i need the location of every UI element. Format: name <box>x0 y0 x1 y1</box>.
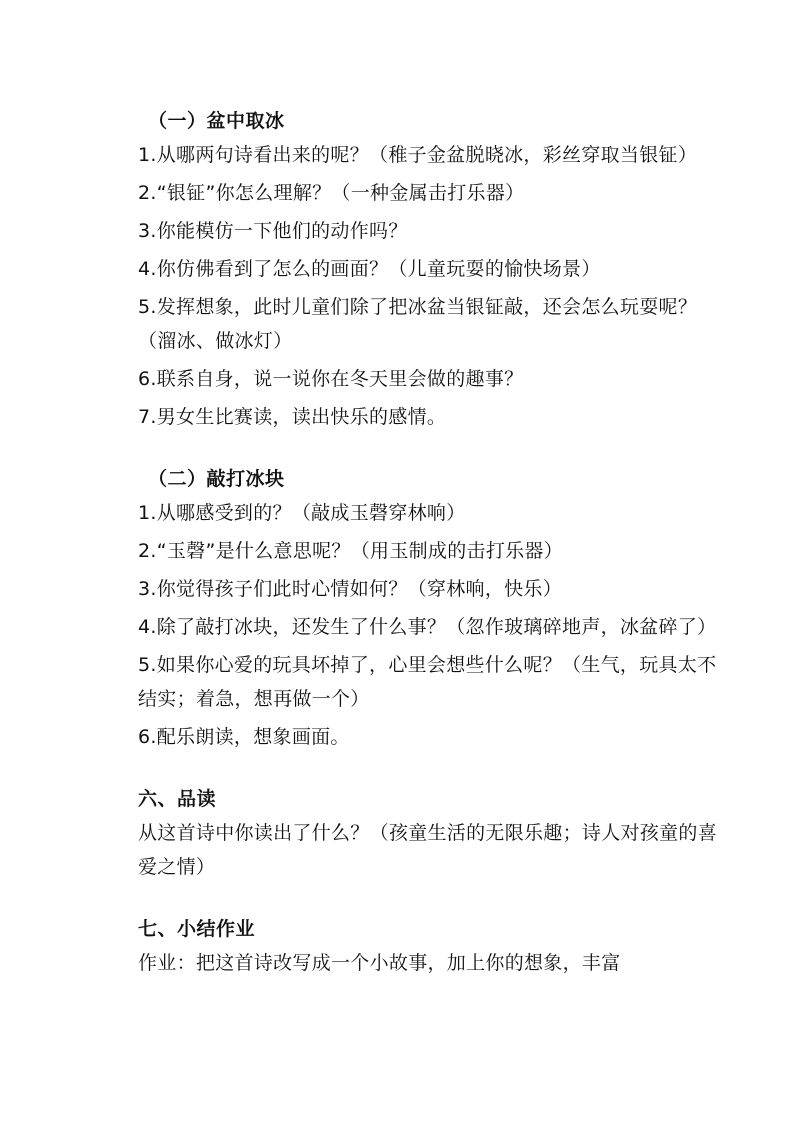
question-item: 5.如果你心爱的玩具坏掉了，心里会想些什么呢？（生气，玩具太不结实；着急，想再做一个） <box>138 654 717 710</box>
section-heading: 七、小结作业 <box>138 918 256 940</box>
section-heading: 六、品读 <box>138 788 217 810</box>
homework-paragraph: 作业：把这首诗改写成一个小故事，加上你的想象，丰富 <box>138 952 621 974</box>
question-item: 2.“玉磬”是什么意思呢？（用玉制成的击打乐器） <box>138 540 564 562</box>
question-item: 3.你能模仿一下他们的动作吗？ <box>138 220 408 242</box>
section-summary-homework <box>138 912 718 980</box>
document-body <box>138 104 718 984</box>
section-take-ice <box>138 104 718 434</box>
section-heading: （二）敲打冰块 <box>148 468 285 490</box>
section-heading: （一）盆中取冰 <box>148 110 285 132</box>
section-knock-ice <box>138 462 718 754</box>
question-item: 1.从哪感受到的？（敲成玉磬穿林响） <box>138 502 466 524</box>
question-item: 3.你觉得孩子们此时心情如何？（穿林响，快乐） <box>138 578 563 600</box>
question-item: 5.发挥想象，此时儿童们除了把冰盆当银钲敲，还会怎么玩耍呢？（溜冰、做冰灯） <box>138 296 698 352</box>
question-item: 1.从哪两句诗看出来的呢？（稚子金盆脱晓冰，彩丝穿取当银钲） <box>138 144 698 166</box>
question-item: 4.你仿佛看到了怎么的画面？（儿童玩耍的愉快场景） <box>138 258 601 280</box>
question-item: 7.男女生比赛读，读出快乐的感情。 <box>138 406 447 428</box>
section-reading <box>138 782 718 884</box>
question-item: 6.配乐朗读，想象画面。 <box>138 726 350 748</box>
question-item: 6.联系自身，说一说你在冬天里会做的趣事？ <box>138 368 524 390</box>
reading-paragraph: 从这首诗中你读出了什么？（孩童生活的无限乐趣；诗人对孩童的喜爱之情） <box>138 822 718 878</box>
question-item: 2.“银钲”你怎么理解？（一种金属击打乐器） <box>138 182 525 204</box>
question-item: 4.除了敲打冰块，还发生了什么事？（忽作玻璃碎地声，冰盆碎了） <box>138 616 717 638</box>
